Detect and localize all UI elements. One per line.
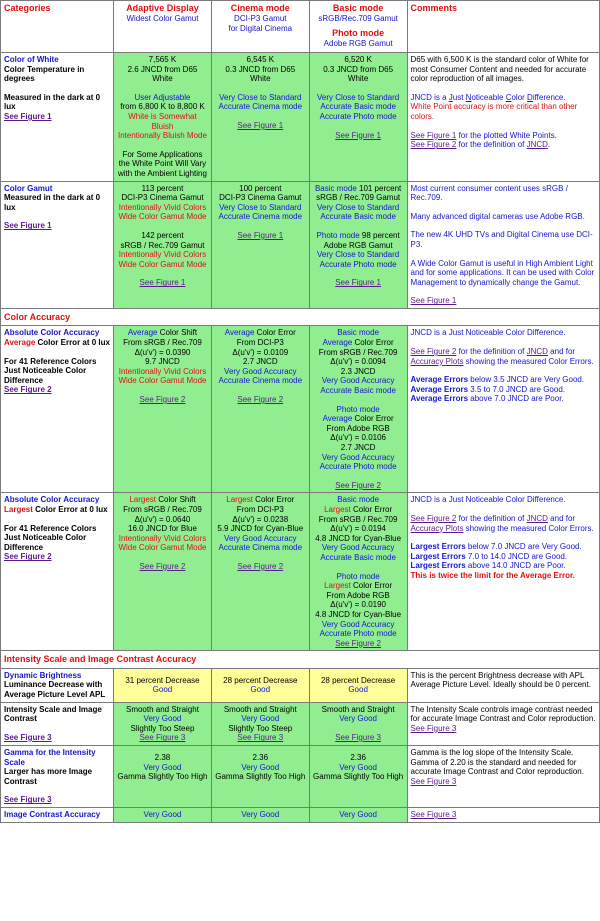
white-cat-title: Color of White bbox=[4, 55, 59, 64]
iscale-cat-figure-link[interactable]: See Figure 3 bbox=[4, 732, 52, 742]
gamut-adaptive-srgb: sRGB / Rec.709 Gamut bbox=[120, 240, 205, 250]
gamut-basic-figure-link[interactable]: See Figure 1 bbox=[335, 278, 382, 288]
iscale-basic-smooth: Smooth and Straight bbox=[321, 704, 395, 714]
header-photo-title: Photo mode bbox=[332, 27, 385, 38]
bright-cat-sub: Luminance Decrease with Average Picture Level APL bbox=[4, 680, 106, 700]
cell-gamma-adaptive bbox=[114, 746, 212, 808]
avg-basic-figure-link[interactable]: See Figure 2 bbox=[335, 480, 382, 490]
lrg-adaptive-duv: Δ(u'v') = 0.0640 bbox=[134, 514, 191, 524]
header-comments: Comments bbox=[407, 1, 599, 53]
bright-basic-rating: Good bbox=[348, 685, 368, 695]
lrg-photo-jncd: 4.8 JNCD for Cyan-Blue bbox=[315, 609, 402, 619]
cell-iscale-adaptive bbox=[114, 702, 212, 745]
gamut-comment-adobe: Many advanced digital cameras use Adobe RGB. bbox=[410, 211, 585, 221]
gamma-adaptive-value: 2.38 bbox=[154, 753, 171, 763]
lrg-basic-error: Largest Color Error bbox=[324, 504, 393, 514]
cell-white-category bbox=[1, 53, 114, 182]
iscale-comment-figure-link[interactable]: See Figure 3 bbox=[410, 723, 457, 733]
white-basic-close: Very Close to Standard bbox=[316, 92, 400, 102]
white-adaptive-adjustable: User Adjustable bbox=[134, 92, 191, 102]
cell-gamma-cinema bbox=[211, 746, 309, 808]
lrg-cinema-figure-link[interactable]: See Figure 2 bbox=[237, 561, 284, 571]
header-basic-title: Basic mode bbox=[332, 3, 384, 13]
avg-cat-ref: For 41 Reference Colors bbox=[4, 356, 97, 366]
white-basic-accurate: Accurate Basic mode bbox=[320, 102, 396, 112]
row-largest-color-error bbox=[1, 493, 600, 651]
white-adaptive-jncd: 2.6 JNCD from D65 White bbox=[127, 64, 198, 84]
iscale-cinema-rating: Very Good bbox=[241, 714, 280, 724]
cell-gamut-basic bbox=[309, 181, 407, 308]
avg-photo-error: Average Color Error bbox=[322, 414, 394, 424]
gamma-cat-title: Gamma for the Intensity Scale bbox=[4, 748, 96, 767]
gamut-adaptive-pct1: 113 percent bbox=[141, 183, 184, 193]
lrg-adaptive-shift: Largest Color Shift bbox=[129, 495, 196, 505]
lrg-photo-error: Largest Color Error bbox=[324, 581, 393, 591]
gamut-cinema-pct: 100 percent bbox=[239, 183, 282, 193]
white-adaptive-note2: with the Ambient Lighting bbox=[117, 168, 207, 178]
avg-photo-mode: Photo mode bbox=[336, 404, 380, 414]
lrg-adaptive-jncd: 16.0 JNCD for Blue bbox=[128, 524, 197, 534]
bright-comment-2: Average Picture Level. Ideally should be 0 percent. bbox=[410, 680, 591, 690]
gamma-cat-sub: Larger has more Image Contrast bbox=[4, 767, 93, 786]
avg-adaptive-duv: Δ(u'v') = 0.0390 bbox=[134, 347, 191, 357]
cell-bright-adaptive bbox=[114, 668, 212, 702]
lrg-cat-ref: For 41 Reference Colors bbox=[4, 523, 97, 533]
white-basic-jncd: 0.3 JNCD from D65 White bbox=[323, 64, 394, 84]
iscale-adaptive-smooth: Smooth and Straight bbox=[125, 704, 199, 714]
avg-comment-poor: Average Errors above 7.0 JNCD are Poor. bbox=[410, 394, 564, 404]
gamma-adaptive-rating: Very Good bbox=[143, 762, 182, 772]
avg-cinema-error: Average Color Error bbox=[224, 328, 296, 338]
header-basic-sub: sRGB/Rec.709 Gamut bbox=[318, 14, 398, 23]
lrg-comment-plots-link[interactable]: Accuracy Plots bbox=[410, 523, 464, 533]
white-cat-measure: Measured in the dark at 0 lux bbox=[4, 92, 101, 112]
lrg-basic-verygood: Very Good Accuracy bbox=[321, 543, 395, 553]
white-adaptive-bluish: White is Somewhat Bluish bbox=[128, 111, 197, 131]
gamma-cinema-value: 2.36 bbox=[252, 753, 269, 763]
avg-adaptive-figure-link[interactable]: See Figure 2 bbox=[139, 395, 186, 405]
row-average-color-error bbox=[1, 326, 600, 493]
gamma-comment-2: Gamma of 2.20 is the standard and needed for accurate Image Contrast and Color reproduction. bbox=[410, 757, 584, 777]
cell-avg-adaptive bbox=[114, 326, 212, 493]
gamma-basic-value: 2.36 bbox=[350, 753, 366, 763]
avg-comment-jncd-link[interactable]: JNCD bbox=[526, 347, 548, 357]
gamma-cinema-note: Gamma Slightly Too High bbox=[215, 772, 306, 782]
gamma-basic-rating: Very Good bbox=[339, 762, 378, 772]
lrg-comment-fig2-link[interactable]: See Figure 2 bbox=[410, 513, 457, 523]
lrg-basic-accurate: Accurate Basic mode bbox=[320, 552, 396, 562]
white-adaptive-mode: Intentionally Bluish Mode bbox=[117, 131, 207, 141]
iscale-basic-figure-link[interactable]: See Figure 3 bbox=[335, 732, 382, 742]
gamut-adaptive-wide: Wide Color Gamut Mode bbox=[118, 212, 207, 222]
gamut-basic-accurate: Accurate Basic mode bbox=[320, 212, 396, 222]
lrg-cinema-error: Largest Color Error bbox=[226, 495, 295, 505]
avg-cinema-duv: Δ(u'v') = 0.0109 bbox=[232, 347, 289, 357]
cell-avg-basic bbox=[309, 326, 407, 493]
avg-basic-verygood: Very Good Accuracy bbox=[321, 376, 395, 386]
lrg-cinema-from: From DCI-P3 bbox=[236, 504, 284, 514]
cell-lrg-basic bbox=[309, 493, 407, 651]
avg-photo-duv: Δ(u'v') = 0.0106 bbox=[330, 433, 386, 443]
cell-contrast-adaptive bbox=[114, 808, 212, 823]
lrg-photo-accurate: Accurate Photo mode bbox=[319, 629, 397, 639]
lrg-basic-figure-link[interactable]: See Figure 2 bbox=[335, 638, 382, 648]
lrg-basic-jncd: 4.8 JNCD for Cyan-Blue bbox=[315, 533, 402, 543]
avg-cat-sub: Average Color Error at 0 lux bbox=[4, 338, 110, 348]
gamut-cat-measure: Measured in the dark at 0 lux bbox=[4, 193, 101, 212]
cell-lrg-adaptive bbox=[114, 493, 212, 651]
cell-gamma-basic bbox=[309, 746, 407, 808]
cell-iscale-category bbox=[1, 702, 114, 745]
cell-iscale-cinema bbox=[211, 702, 309, 745]
lrg-basic-mode: Basic mode bbox=[337, 495, 380, 505]
avg-photo-from: From Adobe RGB bbox=[326, 423, 390, 433]
lrg-adaptive-wide: Wide Color Gamut Mode bbox=[118, 543, 207, 553]
cell-white-basic bbox=[309, 53, 407, 182]
avg-adaptive-shift: Average Color Shift bbox=[127, 328, 198, 338]
gamut-adaptive-vivid: Intentionally Vivid Colors bbox=[118, 202, 207, 212]
avg-comment-verygood: Average Errors below 3.5 JNCD are Very Good. bbox=[410, 375, 585, 385]
cell-gamma-category bbox=[1, 746, 114, 808]
white-comment-critical: White Point accuracy is more critical than other colors. bbox=[410, 102, 578, 121]
contrast-basic-rating: Very Good bbox=[339, 810, 378, 819]
lrg-comment-jncd: JNCD is a Just Noticeable Color Difference. bbox=[410, 495, 566, 505]
lrg-cinema-verygood: Very Good Accuracy bbox=[224, 533, 297, 543]
gamut-photo-pct: Photo mode 98 percent bbox=[316, 230, 400, 240]
lrg-basic-from: From sRGB / Rec.709 bbox=[318, 514, 398, 524]
gamma-basic-note: Gamma Slightly Too High bbox=[313, 772, 404, 782]
lrg-comment-fig2: See Figure 2 for the definition of JNCD and for Accuracy Plots showing the measured Color Errors. bbox=[410, 513, 594, 533]
white-comment-d65: D65 with 6,500 K is the standard color of White for most Consumer Content and needed for accurate color reproduction of all images. bbox=[410, 55, 589, 84]
lrg-comment-verygood: Largest Errors below 7.0 JNCD are Very Good. bbox=[410, 542, 582, 552]
lrg-adaptive-from: From sRGB / Rec.709 bbox=[123, 504, 202, 514]
cell-contrast-comments bbox=[407, 808, 599, 823]
white-photo-accurate: Accurate Photo mode bbox=[319, 111, 397, 121]
avg-comment-plots-link[interactable]: Accuracy Plots bbox=[410, 356, 464, 366]
avg-basic-error: Average Color Error bbox=[322, 338, 394, 348]
gamut-basic-pct: Basic mode 101 percent bbox=[314, 183, 402, 193]
gamut-comment-uhd: The new 4K UHD TVs and Digital Cinema use DCI-P3. bbox=[410, 230, 593, 249]
avg-comment-jncd: JNCD is a Just Noticeable Color Difference. bbox=[410, 328, 566, 338]
cell-white-adaptive bbox=[114, 53, 212, 182]
bright-basic-pct: 28 percent Decrease bbox=[320, 675, 396, 685]
white-cat-sub: Color Temperature in degrees bbox=[4, 64, 85, 84]
gamut-adaptive-dci: DCI-P3 Cinema Gamut bbox=[121, 193, 204, 203]
gamut-photo-close: Very Close to Standard bbox=[316, 250, 400, 260]
section-color-accuracy-title: Color Accuracy bbox=[1, 308, 600, 326]
contrast-comment-figure-link[interactable]: See Figure 3 bbox=[410, 810, 457, 819]
lrg-cinema-accurate: Accurate Cinema mode bbox=[218, 543, 303, 553]
gamut-adaptive-wide2: Wide Color Gamut Mode bbox=[118, 259, 207, 269]
header-cinema-title: Cinema mode bbox=[230, 3, 290, 13]
cell-gamut-adaptive bbox=[114, 181, 212, 308]
cell-contrast-basic bbox=[309, 808, 407, 823]
lrg-cat-figure-link[interactable]: See Figure 2 bbox=[4, 552, 52, 562]
gamut-basic-srgb: sRGB / Rec.709 Gamut bbox=[316, 193, 401, 203]
avg-cat-jncd: Just Noticeable Color Difference bbox=[4, 366, 87, 385]
cell-bright-category bbox=[1, 668, 114, 702]
header-photo-sub: Adobe RGB Gamut bbox=[323, 38, 393, 48]
avg-cinema-jncd: 2.7 JNCD bbox=[242, 357, 278, 367]
contrast-cinema-rating: Very Good bbox=[241, 810, 280, 819]
cell-white-comments bbox=[407, 53, 599, 182]
header-basic-photo bbox=[309, 1, 407, 53]
row-image-contrast bbox=[1, 808, 600, 823]
row-color-of-white bbox=[1, 53, 600, 182]
avg-adaptive-jncd: 9.7 JNCD bbox=[145, 357, 180, 367]
white-adaptive-temp: 7,565 K bbox=[148, 55, 177, 64]
white-adaptive-range: from 6,800 K to 8,800 K bbox=[120, 102, 205, 112]
lrg-comment-twice: This is twice the limit for the Average Error. bbox=[410, 570, 575, 580]
bright-cinema-pct: 28 percent Decrease bbox=[223, 675, 298, 685]
gamma-adaptive-note: Gamma Slightly Too High bbox=[117, 772, 208, 782]
avg-photo-jncd: 2.7 JNCD bbox=[340, 443, 376, 452]
cell-contrast-cinema bbox=[211, 808, 309, 823]
white-comment-fig2: See Figure 2 for the definition of JNCD. bbox=[410, 140, 551, 150]
lrg-adaptive-vivid: Intentionally Vivid Colors bbox=[118, 533, 207, 543]
avg-cinema-accurate: Accurate Cinema mode bbox=[218, 376, 303, 386]
avg-cinema-verygood: Very Good Accuracy bbox=[224, 366, 297, 376]
contrast-adaptive-rating: Very Good bbox=[143, 810, 182, 819]
gamma-cat-figure-link[interactable]: See Figure 3 bbox=[4, 795, 52, 805]
gamut-comment-srgb: Most current consumer content uses sRGB / Rec.709. bbox=[410, 183, 568, 203]
gamut-cinema-dci: DCI-P3 Cinema Gamut bbox=[219, 193, 302, 203]
bright-cinema-rating: Good bbox=[250, 685, 271, 695]
cell-lrg-category bbox=[1, 493, 114, 651]
lrg-cat-jncd: Just Noticeable Color Difference bbox=[4, 533, 87, 552]
header-cinema bbox=[211, 1, 309, 53]
header-cinema-sub1: DCI-P3 Gamut bbox=[234, 14, 287, 23]
avg-basic-duv: Δ(u'v') = 0.0094 bbox=[330, 357, 386, 367]
white-cat-figure-link[interactable]: See Figure 1 bbox=[4, 111, 52, 121]
cell-gamut-comments bbox=[407, 181, 599, 308]
header-row bbox=[1, 1, 600, 53]
cell-lrg-cinema bbox=[211, 493, 309, 651]
avg-basic-mode: Basic mode bbox=[337, 328, 380, 338]
gamut-cinema-close: Very Close to Standard bbox=[219, 202, 302, 212]
lrg-comment-poor: Largest Errors above 14.0 JNCD are Poor. bbox=[410, 561, 566, 571]
row-gamma bbox=[1, 746, 600, 808]
avg-basic-jncd: 2.3 JNCD bbox=[340, 366, 376, 376]
iscale-comment-2: for accurate Image Contrast and Color reproduction. bbox=[410, 714, 596, 724]
gamut-comment-wide1: A Wide Color Gamut is useful in High Ambient Light bbox=[410, 258, 593, 268]
row-color-gamut bbox=[1, 181, 600, 308]
section-color-accuracy bbox=[1, 308, 600, 326]
lrg-comment-good: Largest Errors 7.0 to 14.0 JNCD are Good. bbox=[410, 551, 568, 561]
avg-cat-title: Absolute Color Accuracy bbox=[4, 328, 100, 338]
gamma-cinema-rating: Very Good bbox=[241, 762, 280, 772]
cell-iscale-basic bbox=[309, 702, 407, 745]
lrg-photo-from: From Adobe RGB bbox=[326, 590, 390, 600]
iscale-adaptive-rating: Very Good bbox=[143, 714, 182, 724]
white-cinema-temp: 6,545 K bbox=[246, 55, 275, 64]
bright-cat-title: Dynamic Brightness bbox=[4, 670, 82, 680]
white-basic-temp: 6,520 K bbox=[344, 55, 372, 64]
avg-cat-figure-link[interactable]: See Figure 2 bbox=[4, 385, 52, 395]
lrg-adaptive-figure-link[interactable]: See Figure 2 bbox=[139, 561, 186, 571]
avg-basic-accurate: Accurate Basic mode bbox=[320, 386, 396, 396]
cell-avg-cinema bbox=[211, 326, 309, 493]
header-adaptive-title: Adaptive Display bbox=[126, 3, 199, 13]
avg-basic-from: From sRGB / Rec.709 bbox=[318, 347, 398, 357]
gamut-cinema-figure-link[interactable]: See Figure 1 bbox=[237, 230, 284, 240]
white-cinema-accurate: Accurate Cinema mode bbox=[218, 102, 303, 112]
white-comment-fig2-link[interactable]: See Figure 2 bbox=[410, 140, 457, 150]
white-cinema-jncd: 0.3 JNCD from D65 White bbox=[225, 64, 296, 84]
cell-avg-comments bbox=[407, 326, 599, 493]
avg-photo-accurate: Accurate Photo mode bbox=[319, 462, 397, 472]
gamut-cat-figure-link[interactable]: See Figure 1 bbox=[4, 221, 52, 231]
avg-cinema-from: From DCI-P3 bbox=[236, 338, 284, 348]
bright-adaptive-rating: Good bbox=[152, 685, 173, 695]
lrg-comment-jncd-link[interactable]: JNCD bbox=[526, 513, 548, 523]
gamut-adaptive-vivid2: Intentionally Vivid Colors bbox=[118, 250, 207, 260]
gamut-comment-figure-link[interactable]: See Figure 1 bbox=[410, 296, 457, 306]
avg-adaptive-vivid: Intentionally Vivid Colors bbox=[118, 366, 207, 376]
iscale-adaptive-steep: Slightly Too Steep bbox=[130, 723, 195, 733]
white-basic-figure-link[interactable]: See Figure 1 bbox=[335, 130, 382, 140]
section-intensity bbox=[1, 651, 600, 669]
white-comment-fig1-link[interactable]: See Figure 1 bbox=[410, 130, 457, 140]
lrg-cinema-jncd: 5.9 JNCD for Cyan-Blue bbox=[217, 524, 304, 534]
gamut-comment-wide2: and for some applications. It can be used with Color bbox=[410, 268, 595, 278]
row-intensity-scale bbox=[1, 702, 600, 745]
iscale-cinema-figure-link[interactable]: See Figure 3 bbox=[237, 733, 284, 743]
row-dynamic-brightness bbox=[1, 668, 600, 702]
white-comment-jncd: JNCD is a Just Noticeable Color Difference. bbox=[410, 92, 566, 102]
header-categories: Categories bbox=[1, 1, 114, 53]
contrast-cat-title: Image Contrast Accuracy bbox=[4, 810, 101, 819]
header-adaptive-sub: Widest Color Gamut bbox=[126, 14, 199, 23]
cell-avg-category bbox=[1, 326, 114, 493]
section-intensity-title: Intensity Scale and Image Contrast Accuracy bbox=[1, 651, 600, 669]
lrg-photo-duv: Δ(u'v') = 0.0190 bbox=[330, 600, 386, 610]
avg-photo-verygood: Very Good Accuracy bbox=[321, 452, 395, 462]
lrg-cinema-duv: Δ(u'v') = 0.0238 bbox=[232, 514, 289, 524]
avg-adaptive-from: From sRGB / Rec.709 bbox=[123, 338, 202, 348]
iscale-cinema-steep: Slightly Too Steep bbox=[228, 723, 293, 733]
header-adaptive bbox=[114, 1, 212, 53]
gamma-comment-figure-link[interactable]: See Figure 3 bbox=[410, 776, 457, 786]
cell-gamut-category bbox=[1, 181, 114, 308]
gamut-adaptive-figure-link[interactable]: See Figure 1 bbox=[139, 278, 186, 288]
iscale-cinema-smooth: Smooth and Straight bbox=[223, 704, 297, 714]
gamut-photo-accurate: Accurate Photo mode bbox=[319, 259, 397, 269]
iscale-basic-rating: Very Good bbox=[339, 714, 378, 724]
white-adaptive-note: For Some Applications the White Point Will Vary bbox=[118, 149, 207, 169]
iscale-adaptive-figure-link[interactable]: See Figure 3 bbox=[139, 733, 186, 743]
cell-gamma-comments bbox=[407, 746, 599, 808]
cell-bright-comments bbox=[407, 668, 599, 702]
white-comment-jncd-link[interactable]: JNCD bbox=[526, 140, 548, 150]
gamut-basic-close: Very Close to Standard bbox=[316, 202, 400, 212]
iscale-comment-1: The Intensity Scale controls image contrast needed bbox=[410, 704, 593, 714]
cell-iscale-comments bbox=[407, 702, 599, 745]
gamut-adaptive-pct2: 142 percent bbox=[141, 230, 184, 240]
header-cinema-sub2: for Digital Cinema bbox=[228, 23, 293, 33]
cell-bright-cinema bbox=[211, 668, 309, 702]
bright-comment-1: This is the percent Brightness decrease with APL bbox=[410, 670, 585, 680]
avg-adaptive-wide: Wide Color Gamut Mode bbox=[118, 376, 207, 386]
bright-adaptive-pct: 31 percent Decrease bbox=[125, 675, 200, 685]
gamut-photo-adobe: Adobe RGB Gamut bbox=[323, 240, 393, 250]
cell-bright-basic bbox=[309, 668, 407, 702]
gamut-cat-title: Color Gamut bbox=[4, 183, 53, 193]
lrg-photo-mode: Photo mode bbox=[336, 571, 380, 581]
lrg-basic-duv: Δ(u'v') = 0.0194 bbox=[330, 524, 386, 534]
avg-cinema-figure-link[interactable]: See Figure 2 bbox=[237, 395, 284, 405]
iscale-cat-title: Intensity Scale and Image Contrast bbox=[4, 704, 102, 724]
gamma-comment-1: Gamma is the log slope of the Intensity Scale. bbox=[410, 748, 574, 758]
gamut-cinema-accurate: Accurate Cinema mode bbox=[218, 212, 303, 222]
avg-comment-fig2: See Figure 2 for the definition of JNCD and for Accuracy Plots showing the measured Color Errors. bbox=[410, 347, 594, 366]
cell-lrg-comments bbox=[407, 493, 599, 651]
white-cinema-figure-link[interactable]: See Figure 1 bbox=[237, 120, 284, 130]
lrg-cat-sub: Largest Color Error at 0 lux bbox=[4, 504, 108, 514]
gamut-comment-wide3: Management to dynamically change the Gamut. bbox=[410, 277, 581, 287]
white-comment-fig1: See Figure 1 for the plotted White Points. bbox=[410, 130, 557, 140]
avg-comment-good: Average Errors 3.5 to 7.0 JNCD are Good. bbox=[410, 384, 565, 394]
cell-white-cinema bbox=[211, 53, 309, 182]
lrg-cat-title: Absolute Color Accuracy bbox=[4, 495, 100, 505]
cell-contrast-category bbox=[1, 808, 114, 823]
white-cinema-close: Very Close to Standard bbox=[219, 92, 302, 102]
lrg-photo-verygood: Very Good Accuracy bbox=[321, 619, 395, 629]
avg-comment-fig2-link[interactable]: See Figure 2 bbox=[410, 347, 457, 357]
cell-gamut-cinema bbox=[211, 181, 309, 308]
